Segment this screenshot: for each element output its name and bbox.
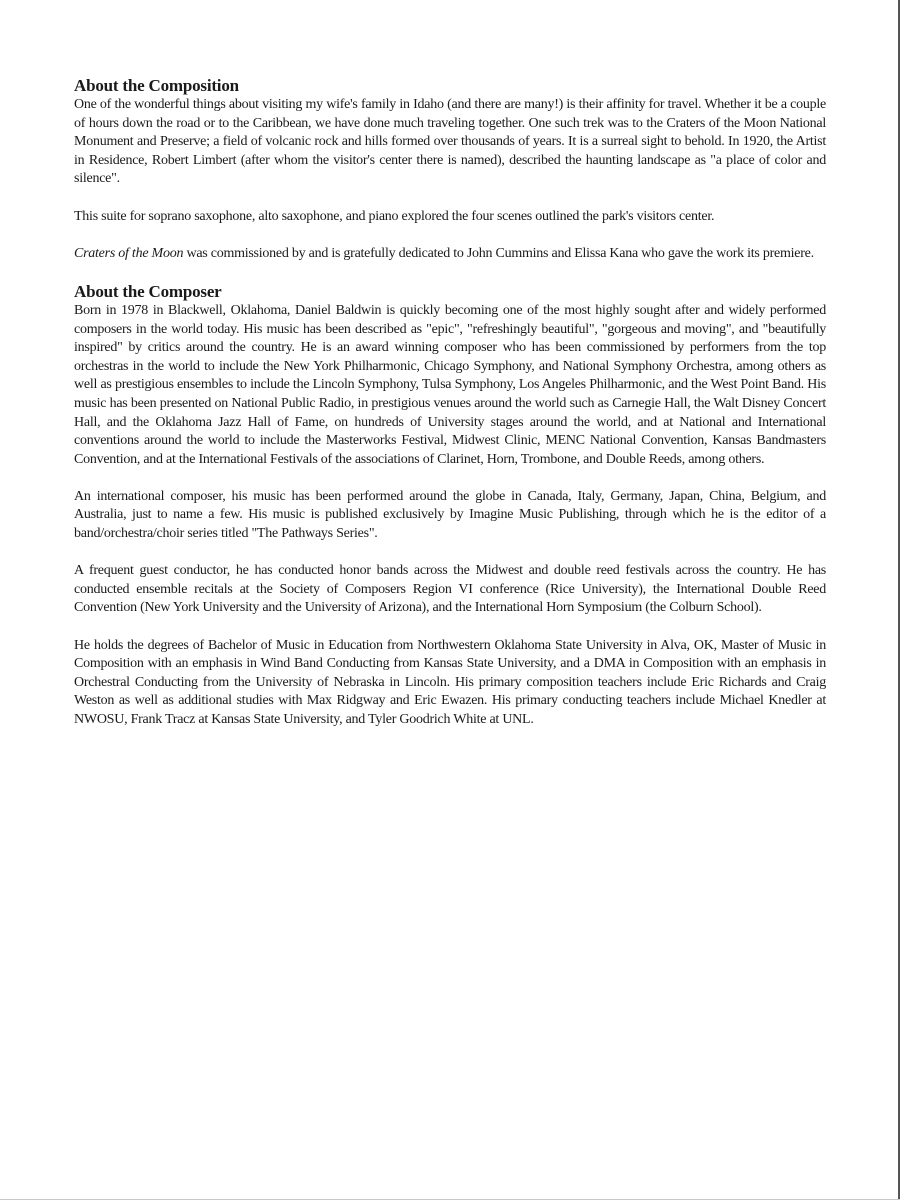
dedication-paragraph: [74, 245, 826, 264]
composition-paragraph-1: One of the wonderful things about visiting my wife's family in Idaho (and there are many!) is their affinity for travel. Whether it be a couple of hours down the road or to the Caribbean, we have done much traveling together. One such trek was to the Craters of the Moon National Monument and Preserve; a field of volcanic rock and hills formed over thousands of years. It is a surreal sight to behold. In 1920, the Artist in Residence, Robert Limbert (after whom the visitor's center there is named), described the haunting landscape as "a place of color and silence".: [74, 97, 826, 187]
composer-bio-paragraph-2: An international composer, his music has been performed around the globe in Canada, Italy, Germany, Japan, China, Belgium, and Australia, just to name a few. His music is published exclusively by Imagine Music Publishing, through which he is the editor of a band/orchestra/choir series titled "The Pathways Series".: [74, 488, 826, 542]
composer-bio-paragraph-4: He holds the degrees of Bachelor of Music in Education from Northwestern Oklahoma State University in Alva, OK, Master of Music in Composition with an emphasis in Wind Band Conducting from Kansas State University, and a DMA in Composition with an emphasis in Orchestral Conducting from the University of Nebraska in Lincoln. His primary composition teachers include Eric Richards and Craig Weston as well as additional studies with Max Ridgway and Eric Ewazen. His primary conducting teachers include Michael Knedler at NWOSU, Frank Tracz at Kansas State University, and Tyler Goodrich White at UNL.: [74, 637, 826, 727]
composer-bio-paragraph-1: Born in 1978 in Blackwell, Oklahoma, Daniel Baldwin is quickly becoming one of the most highly sought after and widely performed composers in the world today. His music has been described as "epic", "refreshingly beautiful", "gorgeous and moving", and "beautifully inspired" by critics around the country. He is an award winning composer who has been commissioned by performers from the top orchestras in the world to include the New York Philharmonic, Chicago Symphony, and National Symphony Orchestra, among others as well as prestigious ensembles to include the Lincoln Symphony, Tulsa Symphony, Los Angeles Philharmonic, and the West Point Band. His music has been presented on National Public Radio, in prestigious venues around the world such as Carnegie Hall, the Walt Disney Concert Hall, and the Oklahoma Jazz Hall of Fame, on hundreds of University stages around the world, and at National and International conventions around the world to include the Masterworks Festival, Midwest Clinic, MENC National Convention, Kansas Bandmasters Convention, and at the International Festivals of the associations of Clarinet, Horn, Trombone, and Double Reeds, among others.: [74, 302, 826, 467]
composer-heading: About the Composer: [74, 281, 222, 301]
composition-section: [74, 76, 826, 263]
work-title: Craters of the Moon: [74, 245, 184, 261]
program-notes-page: [74, 76, 826, 748]
composer-section: [74, 282, 826, 730]
composer-bio-paragraph-3: A frequent guest conductor, he has conducted honor bands across the Midwest and double reed festivals across the country. He has conducted ensemble recitals at the Society of Composers Region VI conference (Rice University), the International Double Reed Convention (New York University and the University of Arizona), and the International Horn Symposium (the Colburn School).: [74, 563, 826, 616]
composition-paragraph-2: This suite for soprano saxophone, alto saxophone, and piano explored the four scenes outlined the park's visitors center.: [74, 208, 715, 224]
dedication-text: was commissioned by and is gratefully dedicated to John Cummins and Elissa Kana who gave the work its premiere.: [183, 245, 814, 261]
composition-heading: About the Composition: [74, 76, 239, 95]
